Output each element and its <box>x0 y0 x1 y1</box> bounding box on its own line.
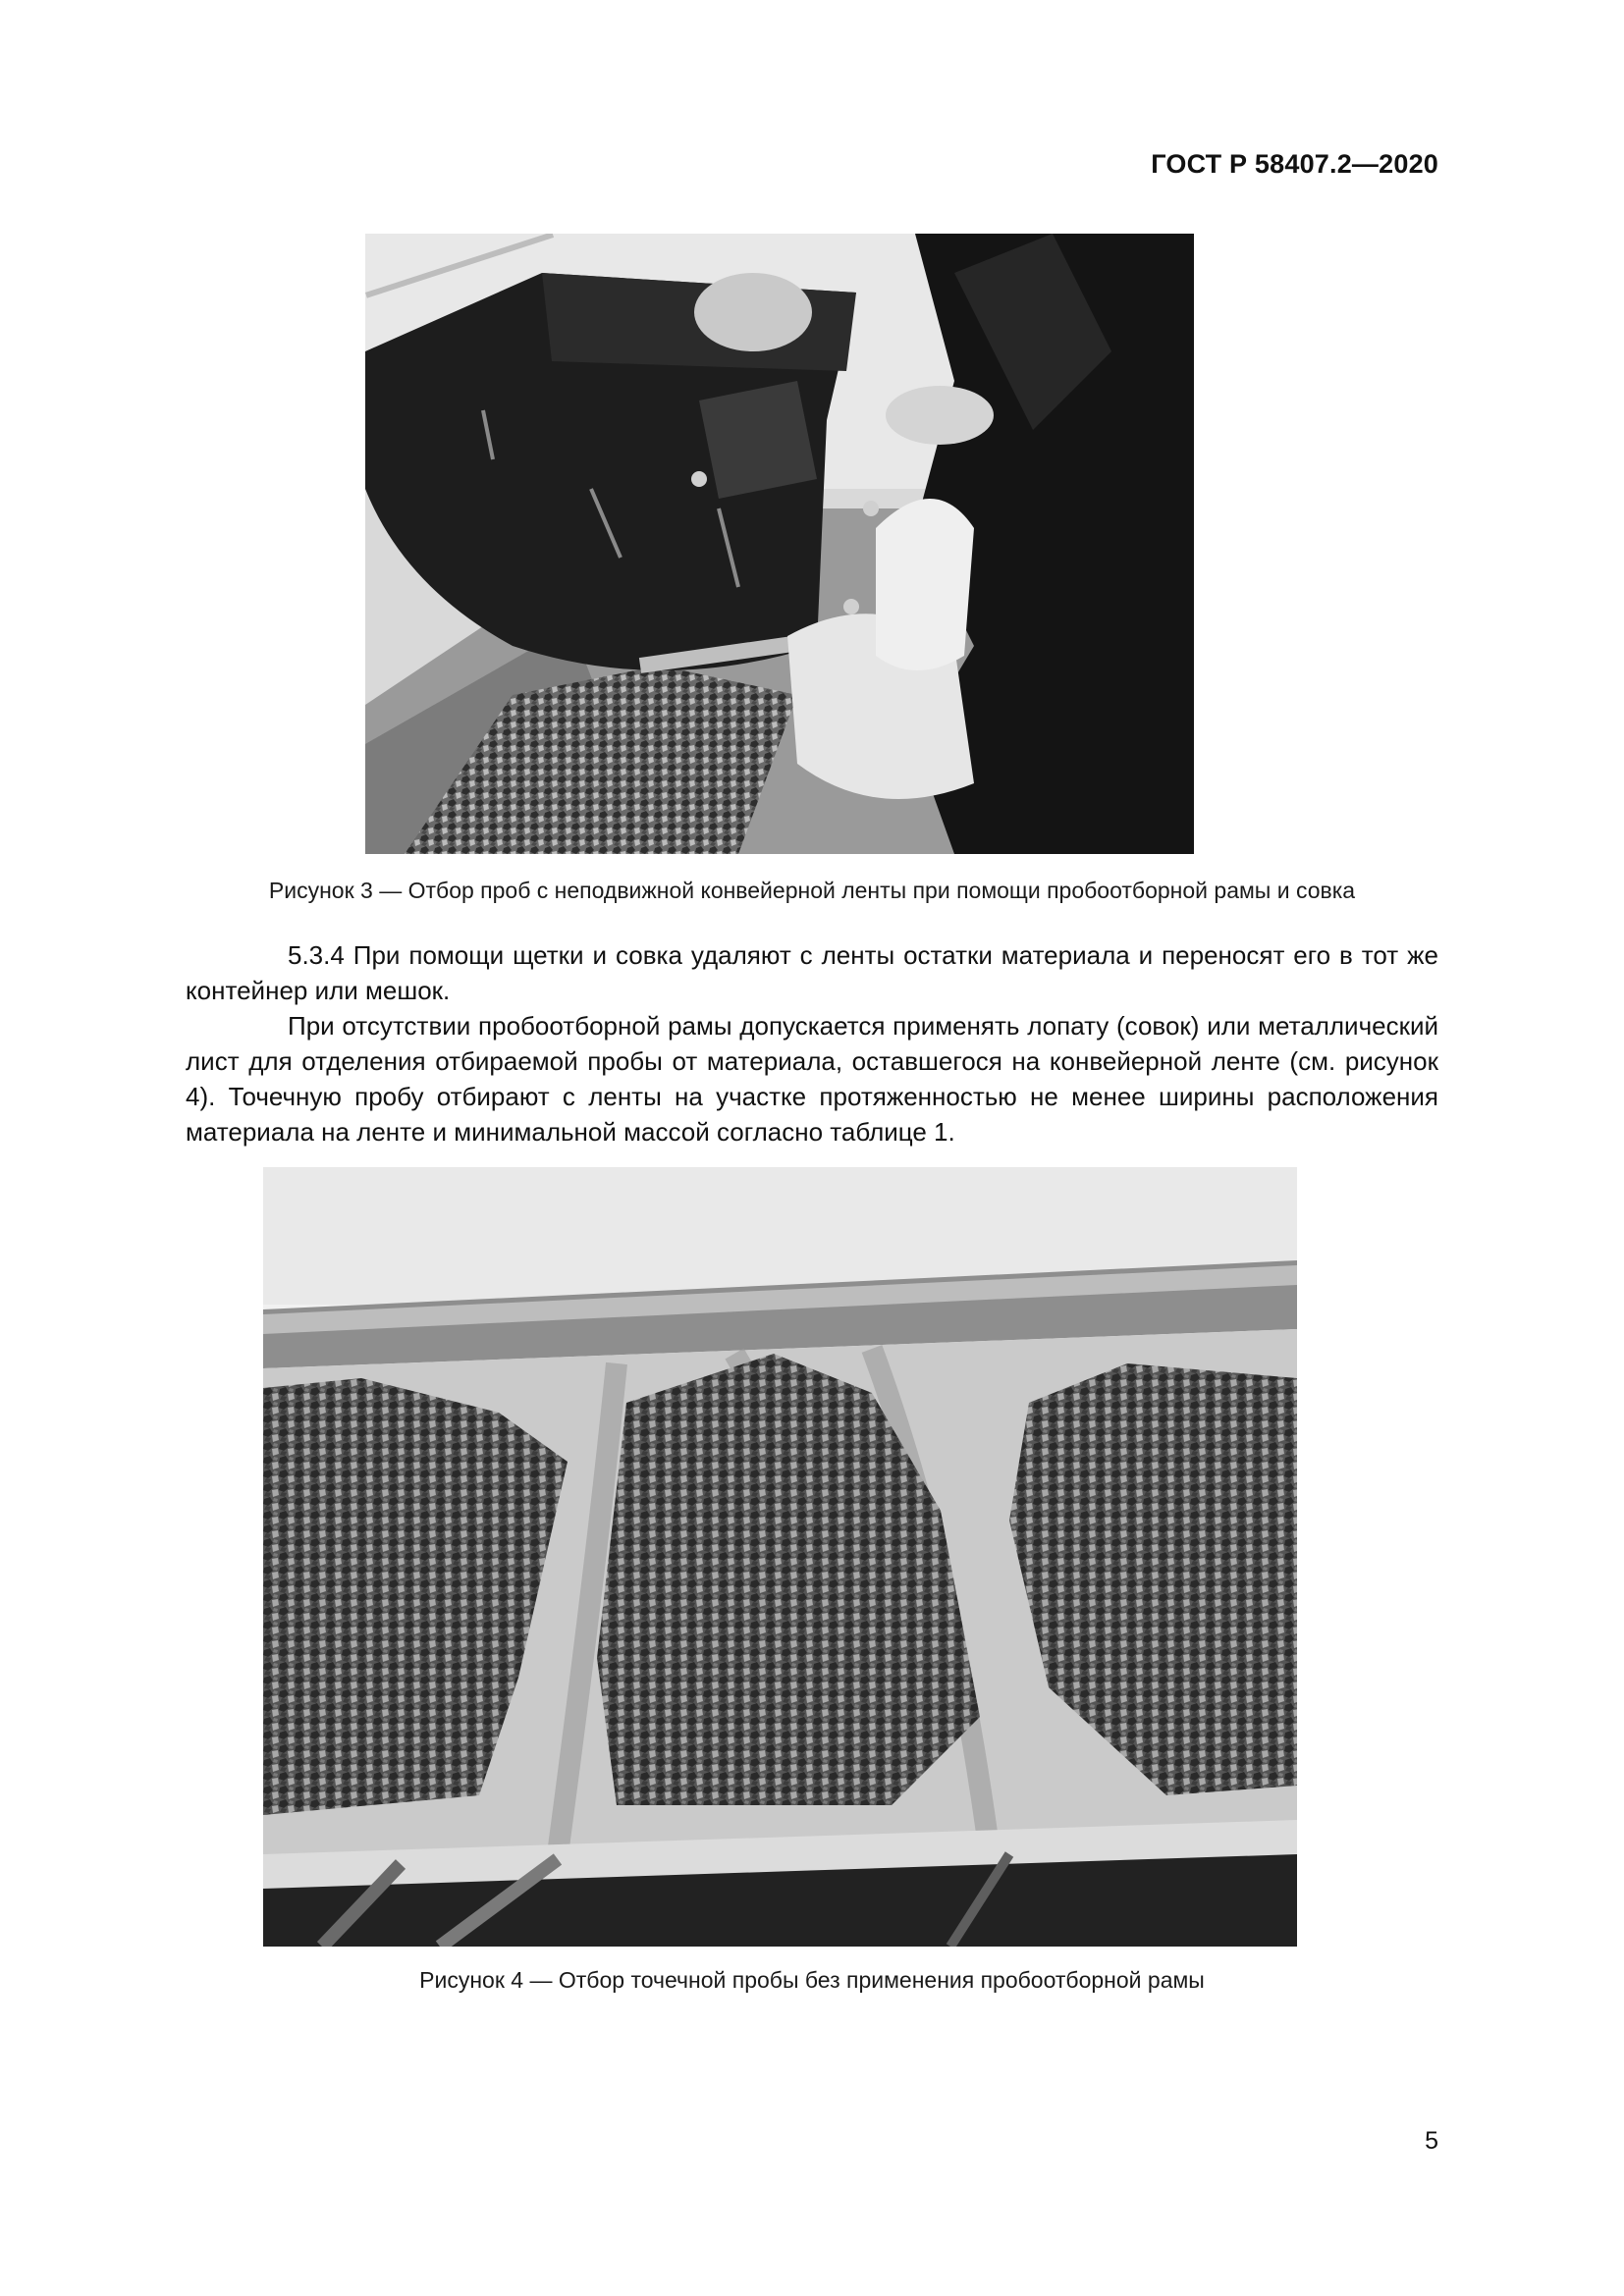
figure-4-caption: Рисунок 4 — Отбор точечной пробы без применения пробоотборной рамы <box>419 1967 1205 1993</box>
figure-4-photo <box>263 1167 1297 1947</box>
figure-3-photo <box>365 234 1194 854</box>
figure-3-image <box>365 234 1194 854</box>
page-number: 5 <box>1425 2127 1438 2155</box>
figure-4-image <box>263 1167 1297 1947</box>
paragraph-5-3-4: 5.3.4 При помощи щетки и совка удаляют с ленты остатки материала и переносят его в тот же контейнер или мешок. <box>186 940 1438 1005</box>
paragraph-no-frame: При отсутствии пробоотборной рамы допускается применять лопату (совок) или металлический лист для отделения отбираемой пробы от материала, оставшегося на конвейерной ленте (см. рисунок 4). Точечную пробу отбирают с ленты на участке протяженностью не менее ширины расположения материала на ленте и минимальной массой согласно таблице 1. <box>186 1011 1438 1147</box>
figure-3-caption: Рисунок 3 — Отбор проб с неподвижной конвейерной ленты при помощи пробоотборной рамы и совка <box>268 878 1356 903</box>
standard-header: ГОСТ Р 58407.2—2020 <box>1151 149 1438 179</box>
